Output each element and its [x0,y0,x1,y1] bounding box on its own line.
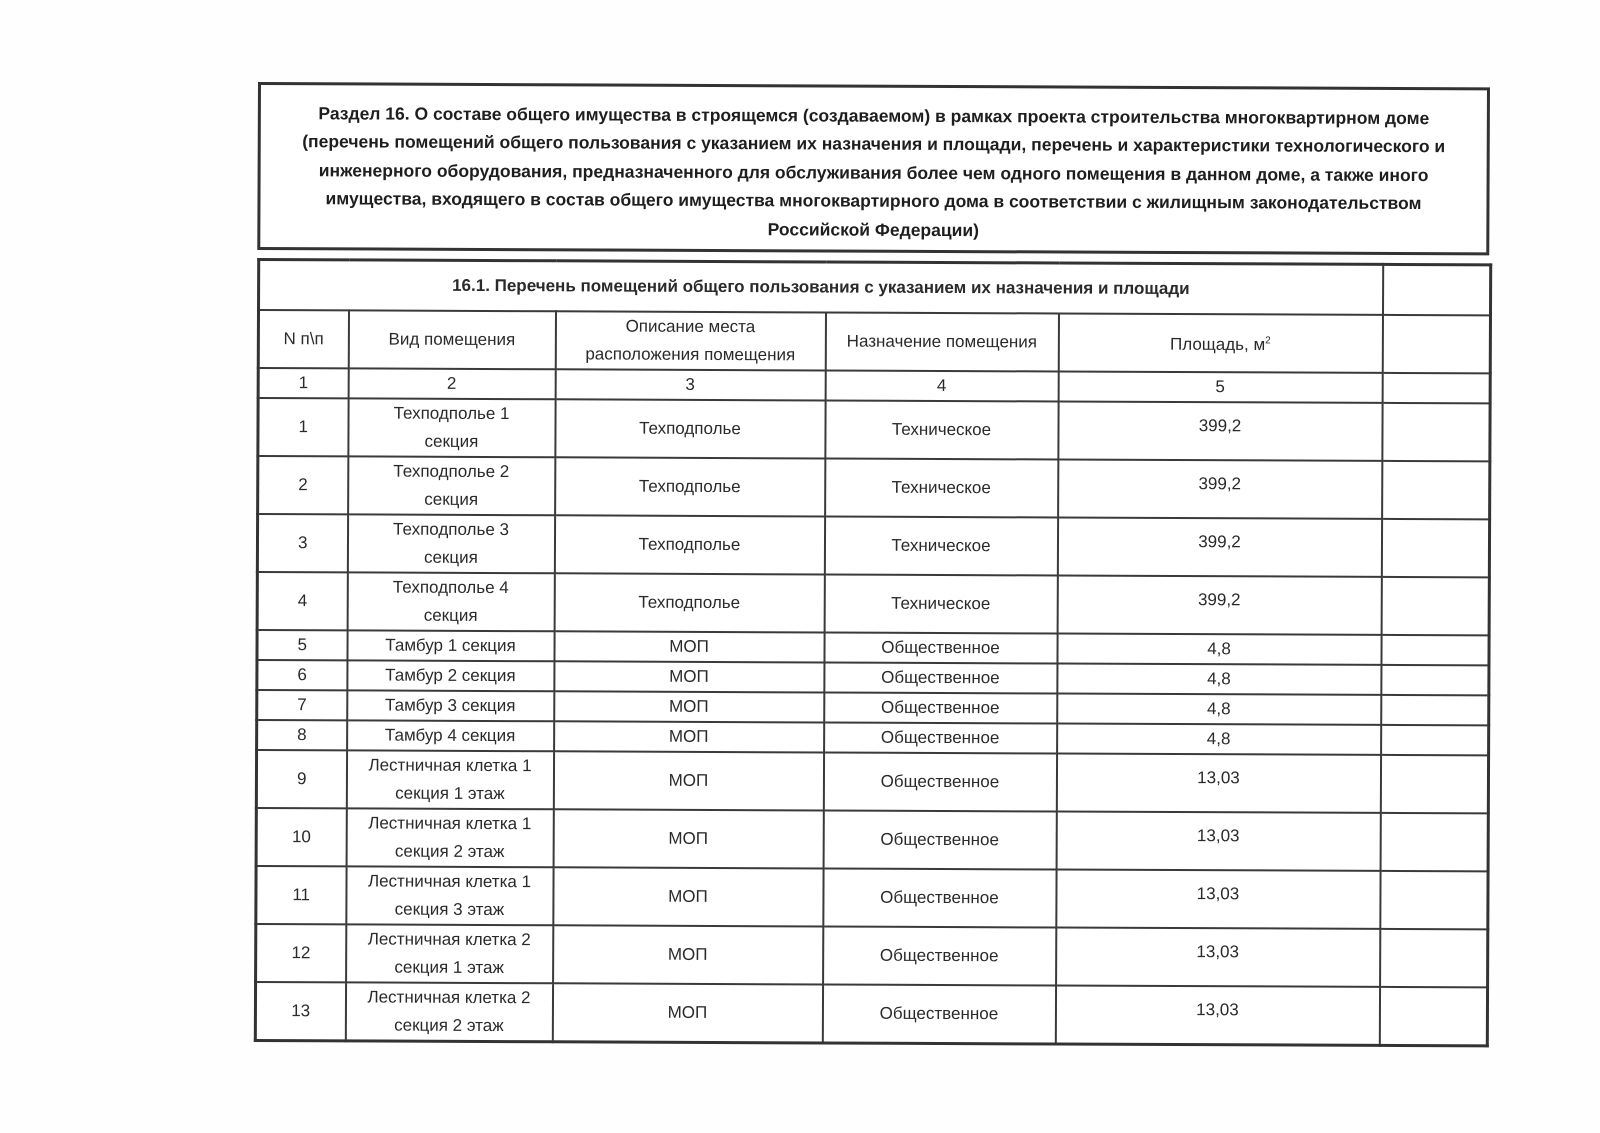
room-area-value: 399,2 [1198,474,1242,494]
room-area [1057,575,1381,634]
room-type [348,456,555,515]
room-location: Техподполье [555,457,825,516]
header-location-line: Описание места [625,316,756,337]
room-type: Тамбур 4 секция [347,720,554,751]
row-number: 7 [257,690,347,720]
room-area-value: 399,2 [1198,532,1241,552]
header-num: N п\п [258,310,348,368]
room-area [1058,401,1382,460]
room-type-line: Лестничная клетка 1 [368,813,532,834]
section-title-line: Раздел 16. О составе общего имущества в строящемся (создаваемом) в рамках проекта строительства многоквартирном доме [318,103,1430,128]
section-title-box [257,82,1490,255]
empty-cell [1382,315,1490,373]
table-row [258,398,1490,461]
empty-cell [1381,577,1489,635]
empty-cell [1382,373,1490,403]
empty-cell [1380,871,1488,929]
row-number: 3 [257,514,347,572]
row-number: 2 [258,456,348,514]
room-purpose: Общественное [823,810,1056,869]
room-purpose: Общественное [823,752,1056,811]
room-type-line: секция 1 этаж [394,957,504,978]
room-type [346,808,553,867]
row-number: 6 [257,660,347,690]
empty-cell [1382,461,1490,519]
room-type-line: секция 3 этаж [394,899,505,920]
column-number: 3 [555,369,825,400]
section-title [302,99,1446,246]
room-purpose: Общественное [824,722,1057,753]
room-purpose: Общественное [822,984,1055,1044]
room-location: МОП [553,925,823,984]
room-area-value: 399,2 [1198,416,1242,436]
room-type-line: секция 2 этаж [394,841,505,862]
room-location: Техподполье [554,515,824,574]
room-area: 4,8 [1057,723,1381,754]
table-row [256,866,1488,929]
room-location: МОП [554,721,824,752]
empty-cell [1381,695,1489,725]
room-type-line: Лестничная клетка 1 [367,871,532,892]
room-type [347,572,554,631]
room-purpose: Общественное [823,868,1056,927]
column-number: 4 [825,370,1058,401]
header-location-line: расположения помещения [585,344,796,365]
empty-cell [1380,755,1488,813]
room-location: МОП [554,661,824,692]
row-number: 1 [258,398,348,456]
room-type-line: Лестничная клетка 2 [367,987,531,1008]
room-area [1056,869,1380,928]
empty-cell [1381,725,1489,755]
room-area [1055,985,1379,1045]
row-number: 10 [256,808,346,866]
subsection-title: 16.1. Перечень помещений общего пользования с указанием их назначения и площади [259,260,1383,315]
room-area [1056,753,1380,812]
empty-cell [1380,813,1488,871]
room-area-value: 13,03 [1196,1000,1239,1020]
room-purpose: Техническое [824,516,1057,575]
room-area-value: 13,03 [1196,942,1240,962]
room-area [1057,517,1381,576]
empty-cell [1379,987,1487,1046]
table-row [256,750,1488,813]
document-form [254,82,1490,1047]
header-location [555,311,825,370]
table-row [256,808,1488,871]
room-type [347,514,554,573]
section-title-line: имущества, входящего в состав общего имущества многоквартирного дома в соответствии с жилищным законодательством [325,188,1422,214]
room-purpose: Общественное [824,692,1057,723]
room-type-line: Техподполье 4 [392,577,509,598]
row-number: 5 [257,630,347,660]
empty-cell [1383,264,1491,315]
room-area [1056,927,1380,986]
room-purpose: Техническое [824,574,1057,633]
common-property-table [254,258,1492,1047]
room-type-line: секция [424,431,479,451]
room-type [346,924,553,983]
room-area [1058,459,1382,518]
table-row [257,572,1489,635]
room-type [346,750,553,809]
room-type-line: секция [423,547,478,567]
room-type: Тамбур 1 секция [347,630,554,661]
room-location: МОП [553,867,823,926]
table-row [256,924,1488,987]
table-row [257,514,1489,577]
room-area-value: 13,03 [1196,826,1240,846]
room-type-line: секция 1 этаж [395,783,505,804]
room-type-line: Лестничная клетка 2 [367,929,531,950]
empty-cell [1380,929,1488,987]
room-type: Тамбур 2 секция [347,660,554,691]
column-number: 1 [258,368,348,398]
room-location: МОП [552,983,822,1043]
room-purpose: Общественное [824,662,1057,693]
room-type-line: Лестничная клетка 1 [368,755,532,776]
row-number: 9 [256,750,346,808]
empty-cell [1382,403,1490,461]
room-area [1056,811,1380,870]
room-purpose: Техническое [825,458,1058,517]
row-number: 11 [256,866,346,924]
room-area: 4,8 [1057,693,1381,724]
room-purpose: Общественное [823,926,1056,985]
section-title-line: Российской Федерации) [767,218,980,240]
row-number: 8 [257,720,347,750]
subtitle-row [259,260,1491,316]
row-number: 12 [256,924,346,982]
column-number: 5 [1058,371,1382,402]
room-type [346,866,553,925]
room-type [345,982,552,1041]
row-number: 13 [255,982,345,1041]
room-type-line: секция [423,605,478,625]
header-area-unit: 2 [1265,335,1271,347]
room-type-line: Техподполье 2 [393,461,510,482]
room-area: 4,8 [1057,633,1381,664]
header-purpose: Назначение помещения [825,312,1058,371]
header-type: Вид помещения [348,310,555,369]
section-title-line: (перечень помещений общего пользования с указанием их назначения и площади, перечень и характеристики технологического и [302,131,1446,157]
room-type: Тамбур 3 секция [347,690,554,721]
table-row [255,982,1487,1046]
empty-cell [1381,665,1489,695]
room-location: МОП [554,631,824,662]
empty-cell [1381,519,1489,577]
room-location: МОП [554,691,824,722]
room-area-value: 399,2 [1197,590,1241,610]
room-type-line: секция [424,489,479,509]
header-area-label: Площадь, м [1169,334,1266,355]
room-type-line: Техподполье 1 [393,403,510,424]
empty-cell [1381,635,1489,665]
room-location: Техподполье [555,399,825,458]
room-location: МОП [553,751,823,810]
room-purpose: Техническое [825,400,1058,459]
header-row [258,310,1490,373]
room-location: МОП [553,809,823,868]
table-row [258,456,1490,519]
column-number: 2 [348,368,555,399]
section-title-line: инженерного оборудования, предназначенного для обслуживания более чем одного помещения в данном доме, а также иного [318,160,1429,185]
room-area-value: 13,03 [1196,884,1240,904]
room-type-line: секция 2 этаж [394,1015,504,1036]
header-area [1058,313,1382,372]
room-area-value: 13,03 [1197,768,1240,788]
row-number: 4 [257,572,347,630]
room-area: 4,8 [1057,663,1381,694]
room-type-line: Техподполье 3 [393,519,510,540]
room-purpose: Общественное [824,632,1057,663]
room-location: Техподполье [554,573,824,632]
room-type [348,398,555,457]
